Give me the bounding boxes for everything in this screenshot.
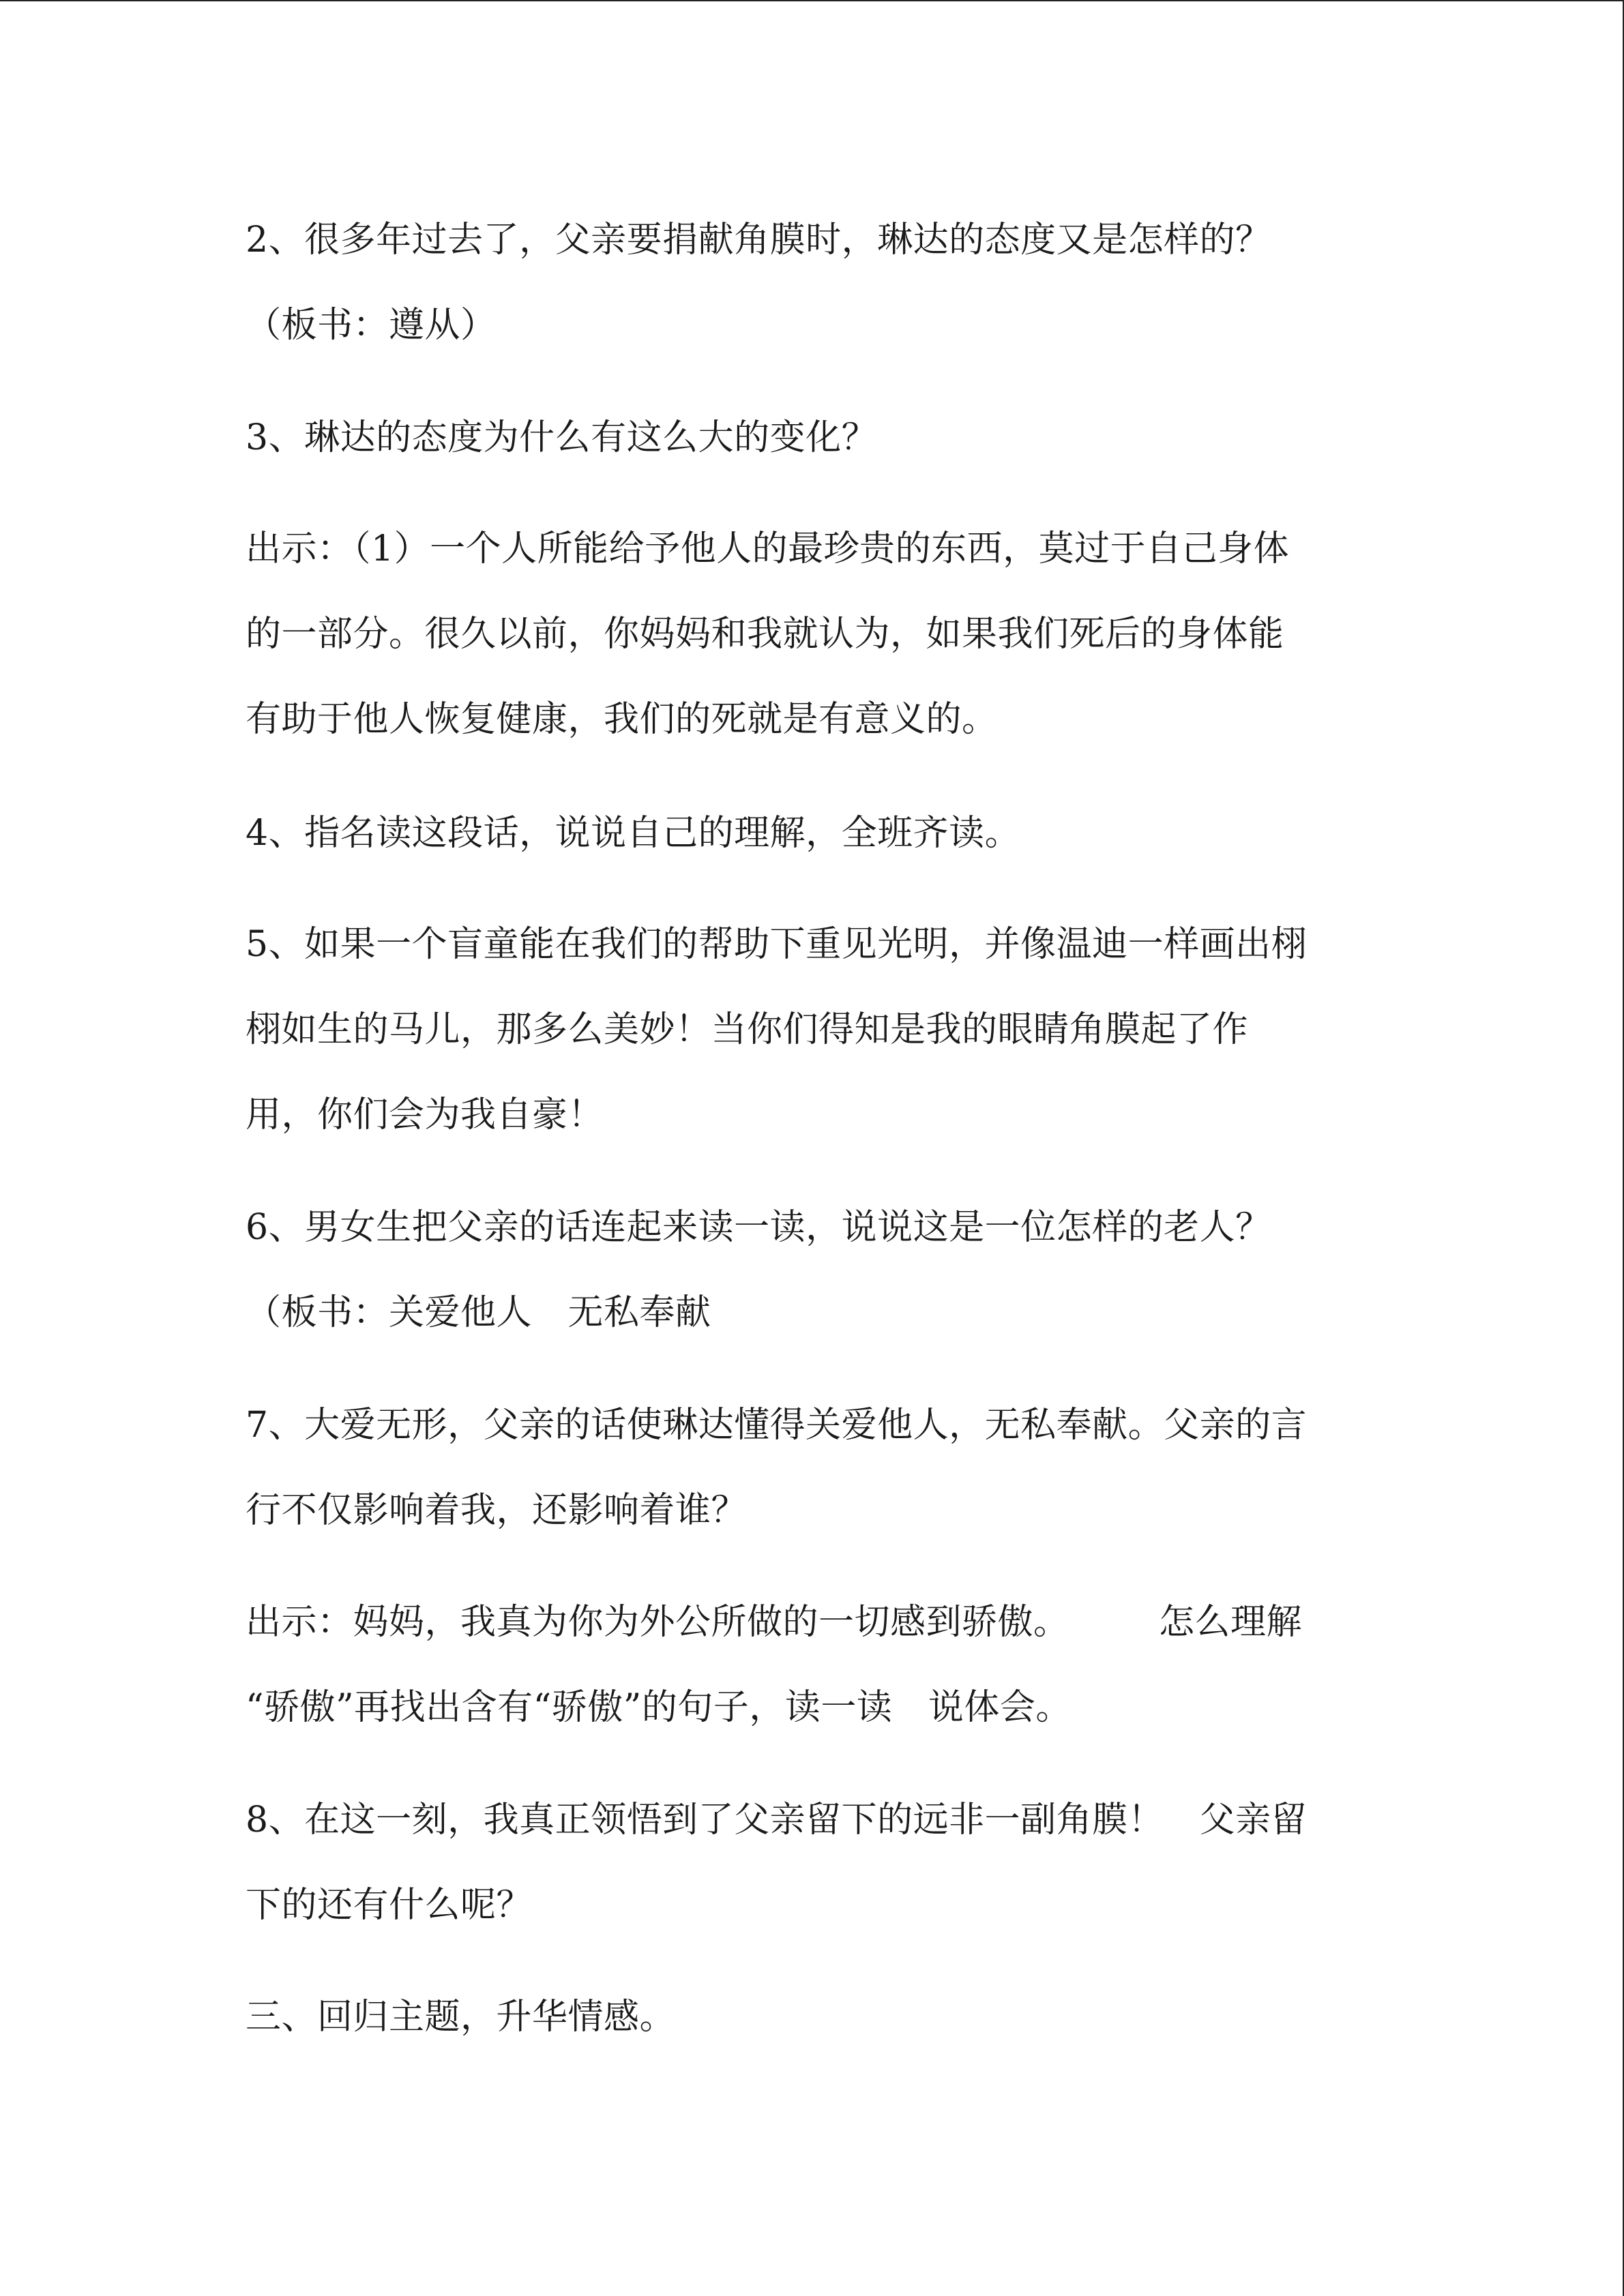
text-line: 下的还有什么呢？ <box>246 1885 533 1926</box>
text-line: 出示：（1）一个人所能给予他人的最珍贵的东西，莫过于自己身体 <box>246 528 1290 569</box>
text-line: 的一部分。很久以前，你妈妈和我就认为，如果我们死后的身体能 <box>246 614 1284 655</box>
text-line: 用，你们会为我自豪！ <box>246 1094 604 1135</box>
text-line: 行不仅影响着我，还影响着谁？ <box>246 1490 748 1531</box>
text-line: 5、如果一个盲童能在我们的帮助下重见光明，并像温迪一样画出栩 <box>246 924 1308 965</box>
text-line: 3、琳达的态度为什么有这么大的变化？ <box>246 417 878 458</box>
text-line: （板书：遵从） <box>246 305 497 346</box>
text-line: 三、回归主题，升华情感。 <box>246 1997 676 2038</box>
text-line: 8、在这一刻，我真正领悟到了父亲留下的远非一副角膜！ 父亲留 <box>246 1800 1308 1840</box>
text-line: 2、很多年过去了，父亲要捐献角膜时，琳达的态度又是怎样的？ <box>246 220 1271 260</box>
text-line: （板书：关爱他人 无私奉献 <box>246 1292 711 1333</box>
text-line: 7、大爱无形，父亲的话使琳达懂得关爱他人，无私奉献。父亲的言 <box>246 1405 1308 1446</box>
text-line: 4、指名读这段话，说说自己的理解，全班齐读。 <box>246 813 1021 854</box>
text-line: “骄傲”再找出含有“骄傲”的句子，读一读 说体会。 <box>246 1687 1072 1728</box>
text-line: 出示：妈妈，我真为你为外公所做的一切感到骄傲。 怎么理解 <box>246 1602 1303 1643</box>
text-line: 6、男女生把父亲的话连起来读一读，说说这是一位怎样的老人？ <box>246 1207 1271 1248</box>
text-line: 栩如生的马儿，那多么美妙！当你们得知是我的眼睛角膜起了作 <box>246 1009 1249 1050</box>
text-line: 有助于他人恢复健康，我们的死就是有意义的。 <box>246 699 998 740</box>
